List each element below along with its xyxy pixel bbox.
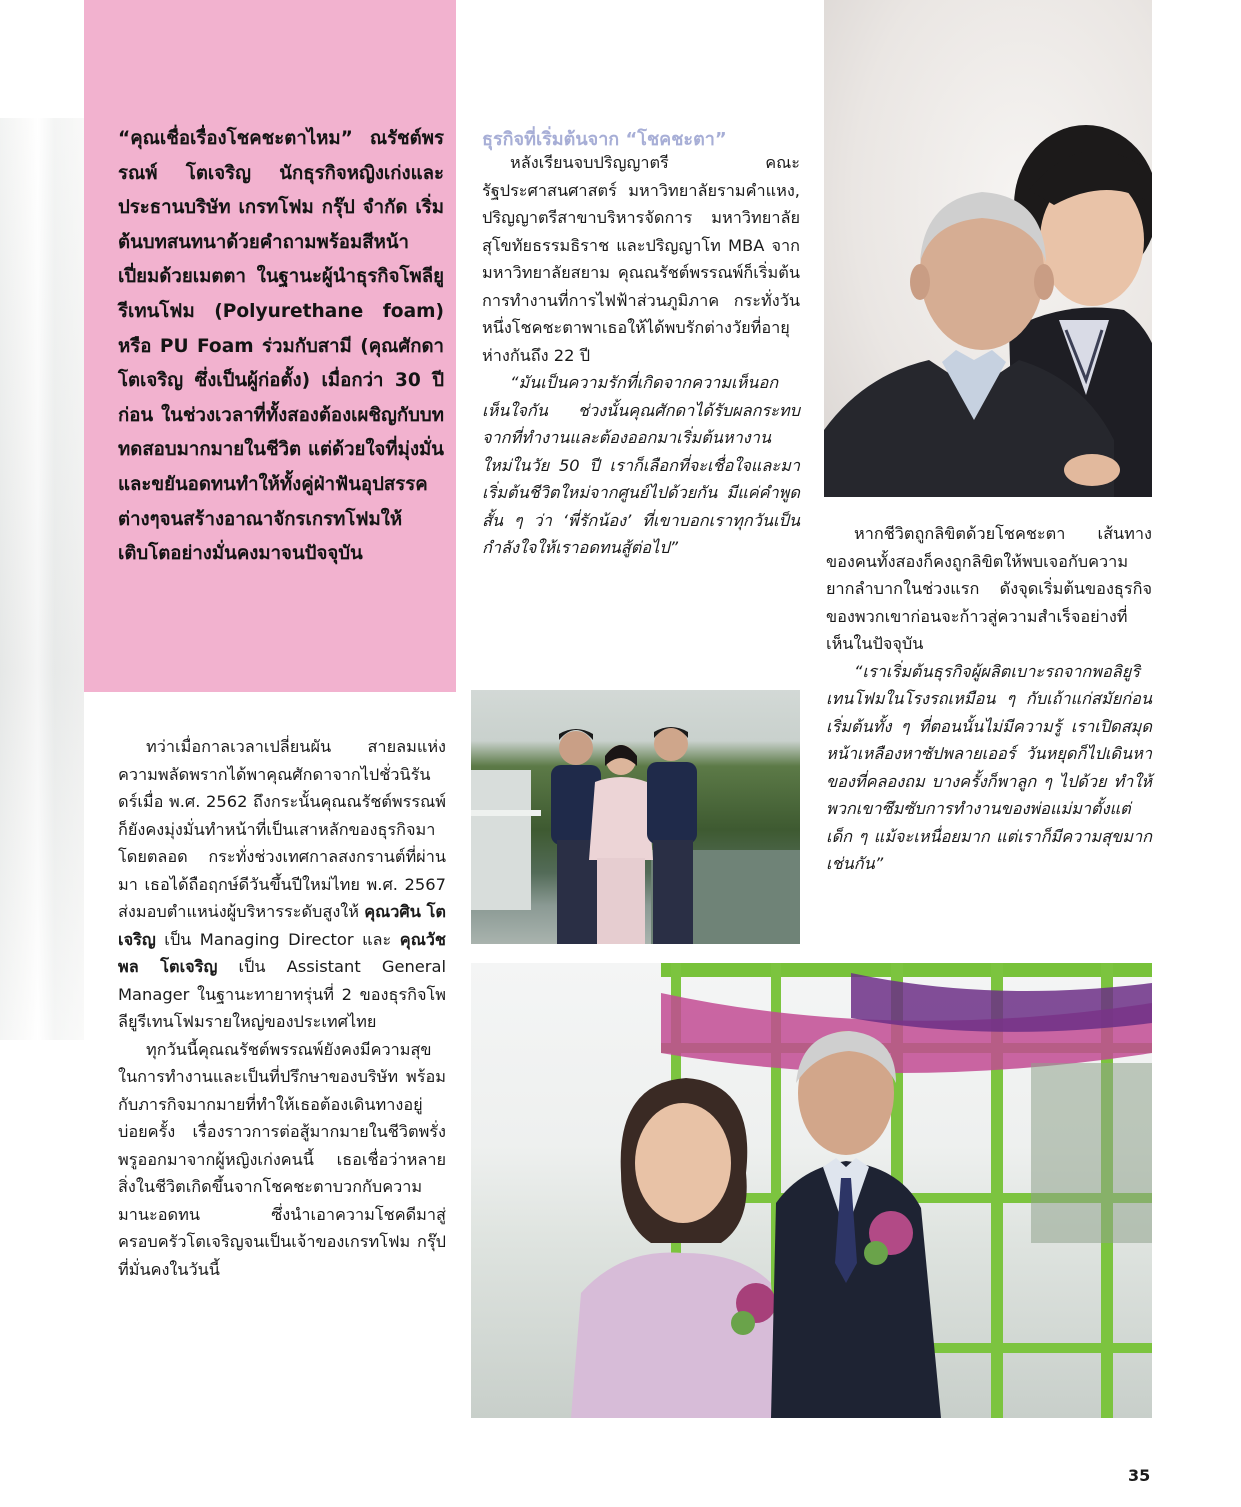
couple-portrait-photo (824, 0, 1152, 497)
intro-quote-text: “คุณเชื่อเรื่องโชคชะตาไหม” ณรัชต์พรรณพ์ โตเจริญ นักธุรกิจหญิงเก่งและประธานบริษัท เกรทโฟม กรุ๊ป จำกัด เริ่มต้นบทสนทนาด้วยคำถามพร้อมสีหน้าเปี่ยมด้วยเมตตา ในฐานะผู้นำธุรกิจโพลียูรีเทนโฟม (Polyurethane foam) หรือ PU Foam ร่วมกับสามี (คุณศักดา โตเจริญ ซึ่งเป็นผู้ก่อตั้ง) เมื่อกว่า 30 ปีก่อน ในช่วงเวลาที่ทั้งสองต้องเผชิญกับบททดสอบมากมายในชีวิต แต่ด้วยใจที่มุ่งมั่นและขยันอดทนทำให้ทั้งคู่ฝ่าฟันอุปสรรคต่างๆจนสร้างอาณาจักรเกรทโฟมให้เติบโตอย่างมั่นคงมาจนปัจจุบัน (118, 128, 444, 565)
left-paragraph-2: ทุกวันนี้คุณณรัชต์พรรณพ์ยังคงมีความสุขในการทำงานและเป็นที่ปรึกษาของบริษัท พร้อมกับภารกิจมากมายที่ทำให้เธอต้องเดินทางอยู่บ่อยครั้ง เรื่องราวการต่อสู้มากมายในชีวิตพรั่งพรูออกมาจากผู้หญิงเก่งคนนี้ เธอเชื่อว่าหลายสิ่งในชีวิตเกิดขึ้นจากโชคชะตาบวกกับความมานะอดทน ซึ่งนำเอาความโชคดีมาสู่ครอบครัวโตเจริญจนเป็นเจ้าของเกรทโฟม กรุ๊ป ที่มั่นคงในวันนี้ (118, 1039, 446, 1279)
middle-column-text (482, 149, 800, 562)
couple-ceremony-photo (471, 963, 1152, 1418)
page-number: 35 (1128, 1466, 1151, 1485)
right-column-text (826, 520, 1152, 878)
couple-portrait-illustration (824, 0, 1152, 497)
left-paragraph-1: ทว่าเมื่อกาลเวลาเปลี่ยนผัน สายลมแห่งความพลัดพรากได้พาคุณศักดาจากไปชั่วนิรันดร์เมื่อ พ.ศ. 2562 ถึงกระนั้นคุณณรัชต์พรรณพ์ก็ยังคงมุ่งมั่นทำหน้าที่เป็นเสาหลักของธุรกิจมาโดยตลอด กระทั่งช่วงเทศกาลสงกรานต์ที่ผ่านมา เธอได้ถือฤกษ์ดีวันขึ้นปีใหม่ไทย พ.ศ. 2567 ส่งมอบตำแหน่งผู้บริหารระดับสูงให้ คุณวศิน โตเจริญ เป็น Managing Director และ คุณวัชพล โตเจริญ เป็น Assistant General Manager ในฐานะทายาทรุ่นที่ 2 ของธุรกิจโพลียูรีเทนโฟมรายใหญ่ของประเทศไทย (118, 737, 447, 1031)
couple-ceremony-illustration (471, 963, 1152, 1418)
name-wasin: คุณวศิน โตเจริญ (118, 902, 447, 949)
middle-quote: “มันเป็นความรักที่เกิดจากความเห็นอกเห็นใจกัน ช่วงนั้นคุณศักดาได้รับผลกระทบจากที่ทำงานและต้องออกมาเริ่มต้นหางานใหม่ในวัย 50 ปี เราก็เลือกที่จะเชื่อใจและมาเริ่มต้นชีวิตใหม่จากศูนย์ไปด้วยกัน มีแค่คำพูดสั้น ๆ ว่า ‘พี่รักน้อง’ ที่เขาบอกเราทุกวันเป็นกำลังใจให้เราอดทนสู้ต่อไป” (482, 373, 800, 557)
article-subheading: ธุรกิจที่เริ่มต้นจาก “โชคชะตา” (482, 129, 727, 150)
left-column-text (118, 733, 446, 1283)
left-background-photo (0, 118, 84, 1040)
family-canal-illustration (471, 690, 800, 944)
right-paragraph: หากชีวิตถูกลิขิตด้วยโชคชะตา เส้นทางของคนทั้งสองก็คงถูกลิขิตให้พบเจอกับความยากลำบากในช่วงแรก ดังจุดเริ่มต้นของธุรกิจของพวกเขาก่อนจะก้าวสู่ความสำเร็จอย่างที่เห็นในปัจจุบัน (826, 524, 1152, 653)
middle-paragraph: หลังเรียนจบปริญญาตรี คณะรัฐประศาสนศาสตร์ มหาวิทยาลัยรามคำแหง, ปริญญาตรีสาขาบริหารจัดการ มหาวิทยาลัยสุโขทัยธรรมธิราช และปริญญาโท MBA จากมหาวิทยาลัยสยาม คุณณรัชต์พรรณพ์ก็เริ่มต้นการทำงานที่การไฟฟ้าส่วนภูมิภาค กระทั่งวันหนึ่งโชคชะตาพาเธอให้ได้พบรักต่างวัยที่อายุห่างกันถึง 22 ปี (482, 153, 800, 365)
right-quote: “เราเริ่มต้นธุรกิจผู้ผลิตเบาะรถจากพอลิยูริเทนโฟมในโรงรถเหมือน ๆ กับเถ้าแก่สมัยก่อน เริ่มต้นทั้ง ๆ ที่ตอนนั้นไม่มีความรู้ เราเปิดสมุดหน้าเหลืองหาซัปพลายเออร์ วันหยุดก็ไปเดินหาของที่คลองถม บางครั้งก็พาลูก ๆ ไปด้วย ทำให้พวกเขาซึมซับการทำงานของพ่อแม่มาตั้งแต่เด็ก ๆ แม้จะเหนื่อยมาก แต่เราก็มีความสุขมากเช่นกัน” (826, 661, 1152, 873)
family-canal-photo (471, 690, 800, 944)
name-watchapol: คุณวัชพล โตเจริญ (118, 929, 446, 976)
